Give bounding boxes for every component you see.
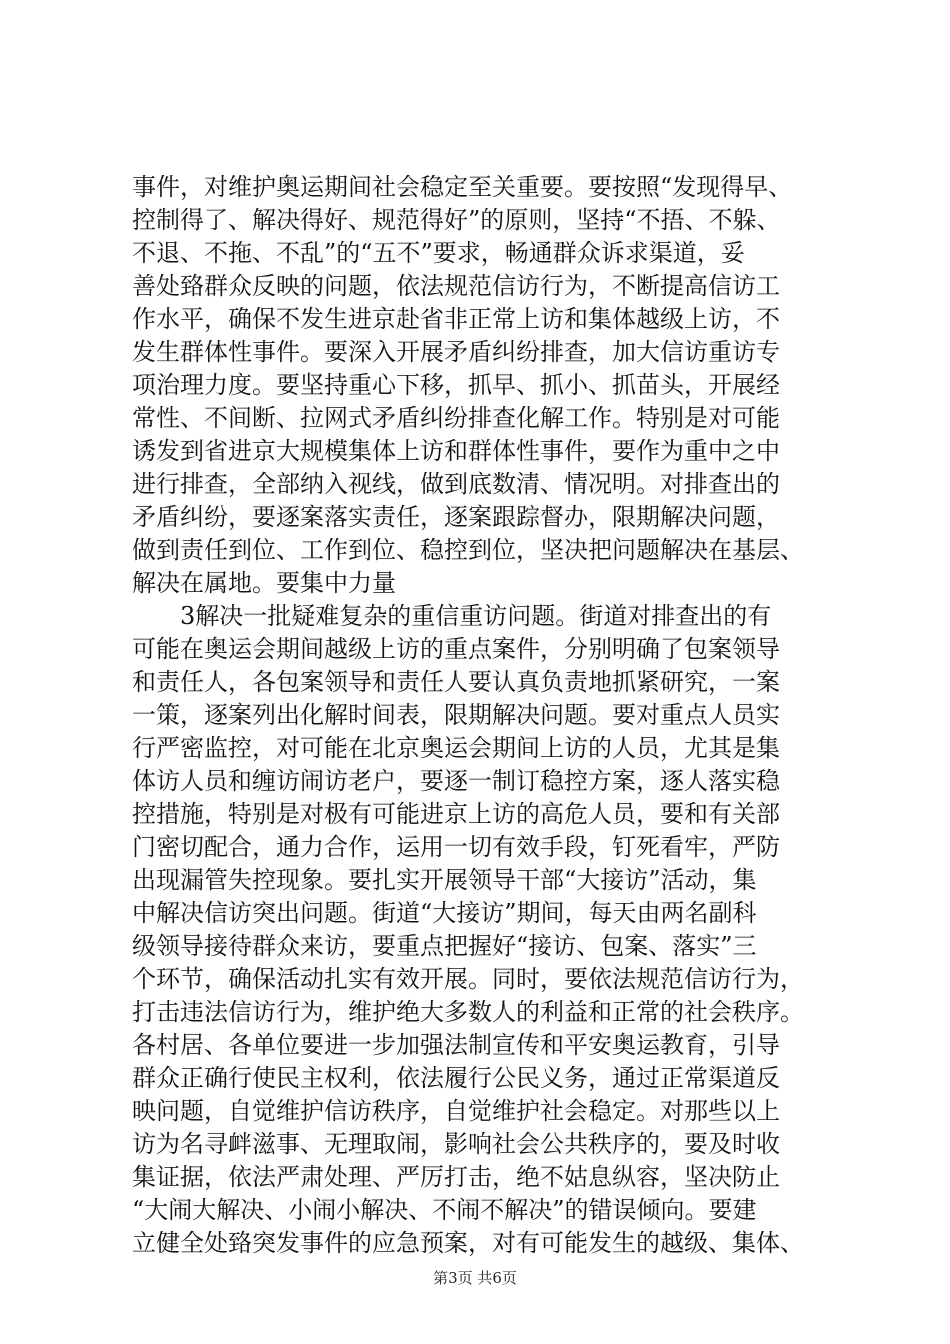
text-line: 不退、不拖、不乱”的“五不”要求，畅通群众诉求渠道，妥 [132, 239, 745, 267]
text-line: 一策，逐案列出化解时间表，限期解决问题。要对重点人员实 [132, 701, 780, 729]
text-line: “大闹大解决、小闹小解决、不闹不解决”的错误倾向。要建 [132, 1196, 757, 1224]
text-line: 常性、不间断、拉网式矛盾纠纷排查化解工作。特别是对可能 [132, 404, 780, 432]
text-line: 诱发到省进京大规模集体上访和群体性事件，要作为重中之中 [132, 437, 780, 465]
text-line: 善处臵群众反映的问题，依法规范信访行为，不断提高信访工 [132, 272, 780, 300]
text-line: 打击违法信访行为，维护绝大多数人的利益和正常的社会秩序。 [132, 998, 804, 1026]
text-line: 映问题，自觉维护信访秩序，自觉维护社会稳定。对那些以上 [132, 1097, 780, 1125]
text-line: 门密切配合，通力合作，运用一切有效手段，钉死看牢，严防 [132, 833, 780, 861]
text-line: 解决在属地。要集中力量 [132, 569, 396, 597]
text-line: 个环节，确保活动扎实有效开展。同时，要依法规范信访行为， [132, 965, 804, 993]
text-line: 项治理力度。要坚持重心下移，抓早、抓小、抓苗头，开展经 [132, 371, 780, 399]
text-line: 中解决信访突出问题。街道“大接访”期间，每天由两名副科 [132, 899, 757, 927]
text-line: 群众正确行使民主权利，依法履行公民义务，通过正常渠道反 [132, 1064, 780, 1092]
text-line: 体访人员和缠访闹访老户，要逐一制订稳控方案，逐人落实稳 [132, 767, 780, 795]
body-text [132, 171, 832, 1260]
text-line: 各村居、各单位要进一步加强法制宣传和平安奥运教育，引导 [132, 1031, 780, 1059]
text-line: 做到责任到位、工作到位、稳控到位，坚决把问题解决在基层、 [132, 536, 804, 564]
text-line: 和责任人，各包案领导和责任人要认真负责地抓紧研究，一案 [132, 668, 780, 696]
text-line: 可能在奥运会期间越级上访的重点案件，分别明确了包案领导 [132, 635, 780, 663]
text-line: 进行排查，全部纳入视线，做到底数清、情况明。对排查出的 [132, 470, 780, 498]
text-line: 事件，对维护奥运期间社会稳定至关重要。要按照“发现得早、 [132, 173, 793, 201]
text-line: 控制得了、解决得好、规范得好”的原则，坚持“不捂、不躲、 [132, 206, 781, 234]
text-line: 出现漏管失控现象。要扎实开展领导干部“大接访”活动，集 [132, 866, 757, 894]
text-line: 集证据，依法严肃处理、严厉打击，绝不姑息纵容，坚决防止 [132, 1163, 780, 1191]
text-line: 访为名寻衅滋事、无理取闹，影响社会公共秩序的，要及时收 [132, 1130, 780, 1158]
page-footer: 第3页 共6页 [433, 1269, 517, 1287]
text-line: 作水平，确保不发生进京赴省非正常上访和集体越级上访，不 [132, 305, 780, 333]
text-line: 发生群体性事件。要深入开展矛盾纠纷排查，加大信访重访专 [132, 338, 780, 366]
text-line: 矛盾纠纷，要逐案落实责任，逐案跟踪督办，限期解决问题， [132, 503, 780, 531]
text-line: 控措施，特别是对极有可能进京上访的高危人员，要和有关部 [132, 800, 780, 828]
text-line: 立健全处臵突发事件的应急预案，对有可能发生的越级、集体、 [132, 1229, 804, 1257]
text-line: 3解决一批疑难复杂的重信重访问题。街道对排查出的有 [132, 602, 772, 630]
text-line: 级领导接待群众来访，要重点把握好“接访、包案、落实”三 [132, 932, 757, 960]
text-line: 行严密监控，对可能在北京奥运会期间上访的人员，尤其是集 [132, 734, 780, 762]
